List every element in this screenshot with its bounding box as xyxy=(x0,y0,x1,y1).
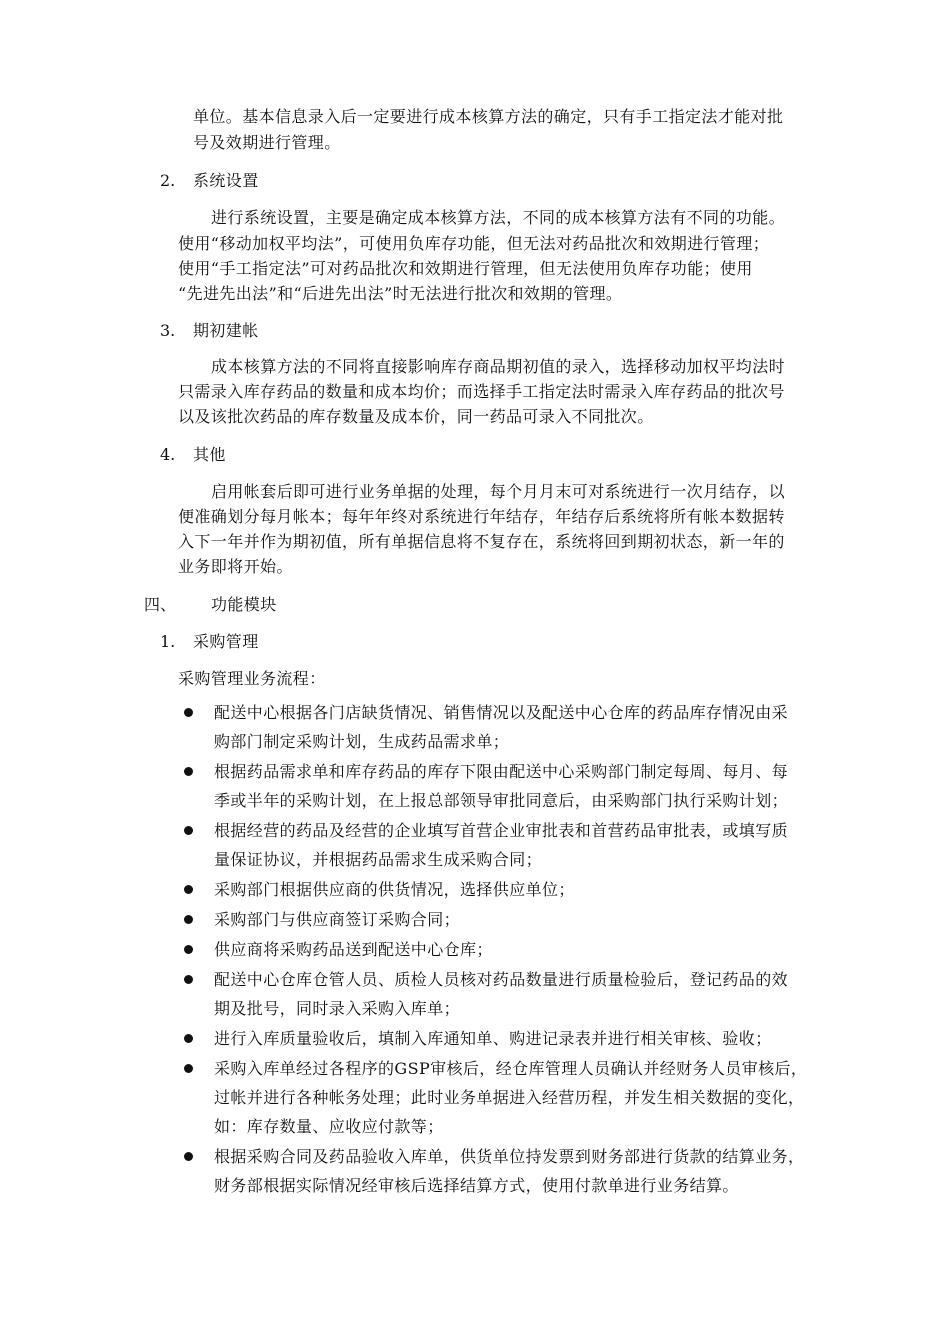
chapter-4-number: 四、 xyxy=(144,595,177,614)
intro-line-2: 号及效期进行管理。 xyxy=(193,133,341,152)
section-3-title: 期初建帐 xyxy=(193,321,259,340)
section-2-number: 2. xyxy=(160,171,176,190)
section-4-title: 其他 xyxy=(193,445,226,464)
section-2-line-1: 进行系统设置，主要是确定成本核算方法，不同的成本核算方法有不同的功能。 xyxy=(211,208,786,227)
section-3-line-1: 成本核算方法的不同将直接影响库存商品期初值的录入，选择移动加权平均法时 xyxy=(211,357,786,376)
section-4-line-1: 启用帐套后即可进行业务单据的处理，每个月月末可对系统进行一次月结存，以 xyxy=(211,482,786,501)
section-4-line-4: 业务即将开始。 xyxy=(178,557,293,576)
bullet-dot xyxy=(184,1152,193,1161)
intro-line-1: 单位。基本信息录入后一定要进行成本核算方法的确定，只有手工指定法才能对批 xyxy=(193,107,784,126)
flow-label: 采购管理业务流程： xyxy=(178,669,326,688)
bullet-4-line-1: 采购部门根据供应商的供货情况，选择供应单位； xyxy=(214,880,575,899)
section-2-title: 系统设置 xyxy=(193,171,259,190)
bullet-1-line-1: 配送中心根据各门店缺货情况、销售情况以及配送中心仓库的药品库存情况由采 xyxy=(214,703,789,722)
bullet-7-line-1: 配送中心仓库仓管人员、质检人员核对药品数量进行质量检验后，登记药品的效 xyxy=(214,970,789,989)
section-4-line-2: 便准确划分每月帐本；每年年终对系统进行年结存，年结存后系统将所有帐本数据转 xyxy=(178,507,785,526)
bullet-dot xyxy=(184,915,193,924)
bullet-1-line-2: 购部门制定采购计划，生成药品需求单； xyxy=(214,732,510,751)
bullet-2-line-1: 根据药品需求单和库存药品的库存下限由配送中心采购部门制定每周、每月、每 xyxy=(214,762,789,781)
section-2-line-4: “先进先出法”和“后进先出法”时无法进行批次和效期的管理。 xyxy=(178,284,623,303)
bullet-10-line-1: 根据采购合同及药品验收入库单，供货单位持发票到财务部进行货款的结算业务， xyxy=(214,1147,805,1166)
bullet-dot xyxy=(184,885,193,894)
bullet-dot xyxy=(184,1034,193,1043)
bullet-dot xyxy=(184,767,193,776)
bullet-dot xyxy=(184,945,193,954)
bullet-3-line-2: 量保证协议，并根据药品需求生成采购合同； xyxy=(214,850,543,869)
bullet-7-line-2: 期及批号，同时录入采购入库单； xyxy=(214,999,461,1018)
bullet-dot xyxy=(184,826,193,835)
section-3-line-3: 以及该批次药品的库存数量及成本价，同一药品可录入不同批次。 xyxy=(178,407,654,426)
bullet-10-line-2: 财务部根据实际情况经审核后选择结算方式，使用付款单进行业务结算。 xyxy=(214,1176,739,1195)
bullet-dot xyxy=(184,975,193,984)
bullet-dot xyxy=(184,1064,193,1073)
bullet-2-line-2: 季或半年的采购计划，在上报总部领导审批同意后，由采购部门执行采购计划； xyxy=(214,791,789,810)
section-2-line-2: 使用“移动加权平均法”，可使用负库存功能，但无法对药品批次和效期进行管理； xyxy=(178,234,770,253)
section-3-number: 3. xyxy=(160,321,176,340)
bullet-9-line-2: 过帐并进行各种帐务处理；此时业务单据进入经营历程，并发生相关数据的变化， xyxy=(214,1088,805,1107)
bullet-8-line-1: 进行入库质量验收后，填制入库通知单、购进记录表并进行相关审核、验收； xyxy=(214,1029,772,1048)
bullet-5-line-1: 采购部门与供应商签订采购合同； xyxy=(214,910,461,929)
bullet-dot xyxy=(184,708,193,717)
module-1-title: 采购管理 xyxy=(193,632,259,651)
section-3-line-2: 只需录入库存药品的数量和成本均价；而选择手工指定法时需录入库存药品的批次号 xyxy=(178,382,785,401)
section-4-number: 4. xyxy=(160,445,176,464)
bullet-9-line-1: 采购入库单经过各程序的GSP审核后，经仓库管理人员确认并经财务人员审核后， xyxy=(214,1059,808,1078)
bullet-6-line-1: 供应商将采购药品送到配送中心仓库； xyxy=(214,940,493,959)
section-2-line-3: 使用“手工指定法”可对药品批次和效期进行管理，但无法使用负库存功能；使用 xyxy=(178,259,753,278)
chapter-4-title: 功能模块 xyxy=(211,595,277,614)
bullet-9-line-3: 如：库存数量、应收应付款等； xyxy=(214,1117,444,1136)
section-4-line-3: 入下一年并作为期初值，所有单据信息将不复存在，系统将回到期初状态，新一年的 xyxy=(178,532,785,551)
bullet-3-line-1: 根据经营的药品及经营的企业填写首营企业审批表和首营药品审批表，或填写质 xyxy=(214,821,789,840)
module-1-number: 1. xyxy=(160,632,176,651)
